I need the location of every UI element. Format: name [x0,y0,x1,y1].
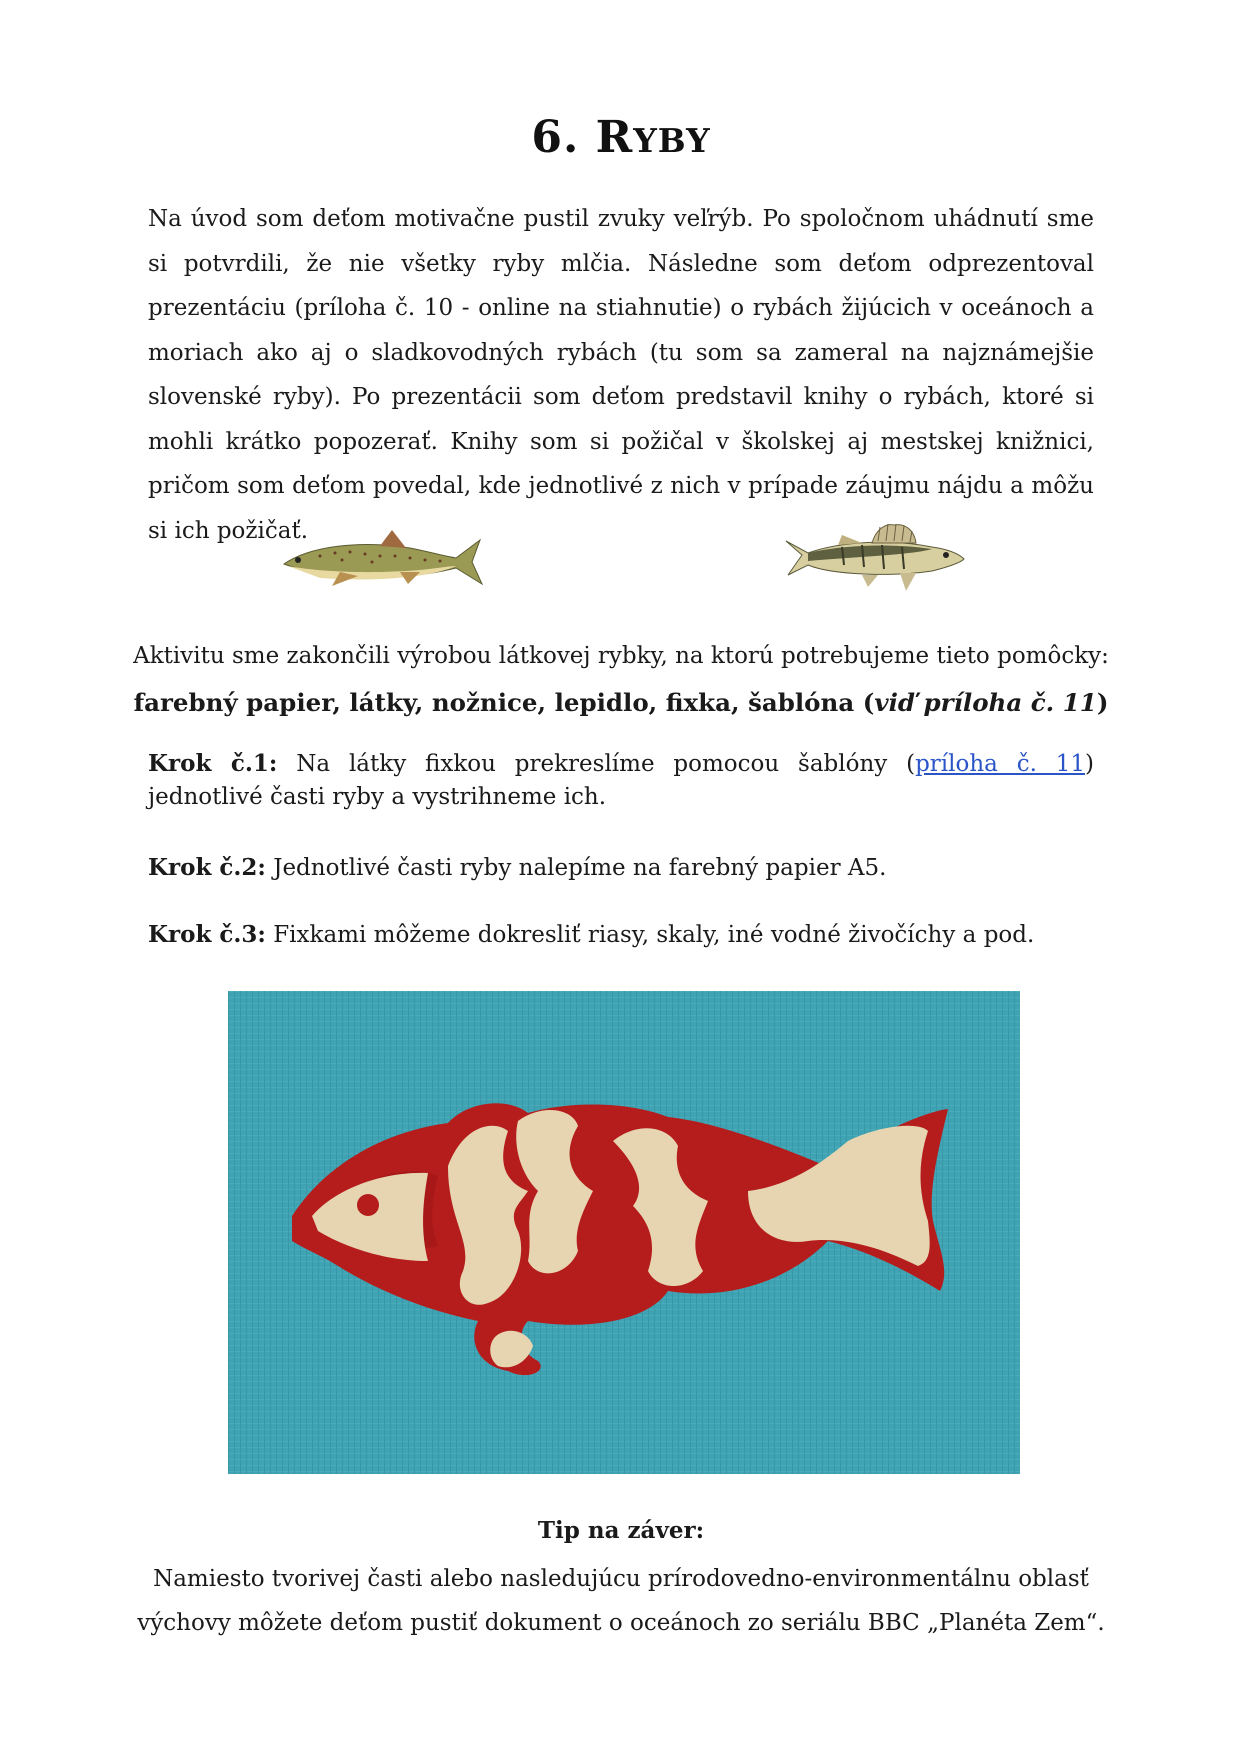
tools-intro: Aktivitu sme zakončili výrobou látkovej rybky, na ktorú potrebujeme tieto pomôcky: [133,643,1109,669]
step-2: Krok č.2: Jednotlivé časti ryby nalepíme na farebný papier A5. [148,854,887,881]
intro-paragraph: Na úvod som deťom motivačne pustil zvuky veľrýb. Po spoločnom uhádnutí sme si potvrdili, že nie všetky ryby mlčia. Následne som deťom odprezentoval prezentáciu (príloha č. 10 - online na stiahnutie) o rybách žijúcich v oceánoch a moriach ako aj o sladkovodných rybách (tu som sa zameral na najznámejšie slovenské ryby). Po prezentácii som deťom predstavil knihy o rybách, ktoré si mohli krátko popozerať. Knihy som si požičal v školskej aj mestskej knižnici, pričom som deťom povedal, kde jednotlivé z nich v prípade záujmu nájdu a môžu si ich požičať. [148,206,1094,544]
fabric-fish-craft-photo [228,991,1020,1474]
tip-text [0,1557,1242,1645]
appendix-link[interactable]: príloha č. 11 [915,751,1086,777]
step-2-label: Krok č.2: [148,854,266,881]
tip-line-1: Namiesto tvorivej časti alebo nasledujúcu prírodovedno-environmentálnu oblasť [153,1566,1089,1592]
tools-list: farebný papier, látky, nožnice, lepidlo, fixka, šablóna (viď príloha č. 11) [133,688,1109,717]
tip-title: Tip na záver: [537,1517,705,1544]
step-1: Krok č.1: Na látky fixkou prekreslíme pomocou šablóny (príloha č. 11) jednotlivé časti ryby a vystrihneme ich. [148,750,1094,810]
tools-ref: viď príloha č. 11 [874,688,1097,717]
trout-illustration [280,528,486,590]
perch-illustration [782,521,966,595]
page-title: 6. RYBY [531,112,711,163]
tip-line-2: výchovy môžete deťom pustiť dokument o oceánoch zo seriálu BBC „Planéta Zem“. [137,1610,1105,1636]
step-3: Krok č.3: Fixkami môžeme dokresliť riasy, skaly, iné vodné živočíchy a pod. [148,921,1035,948]
step-3-label: Krok č.3: [148,921,266,948]
step-1-label: Krok č.1: [148,750,278,777]
